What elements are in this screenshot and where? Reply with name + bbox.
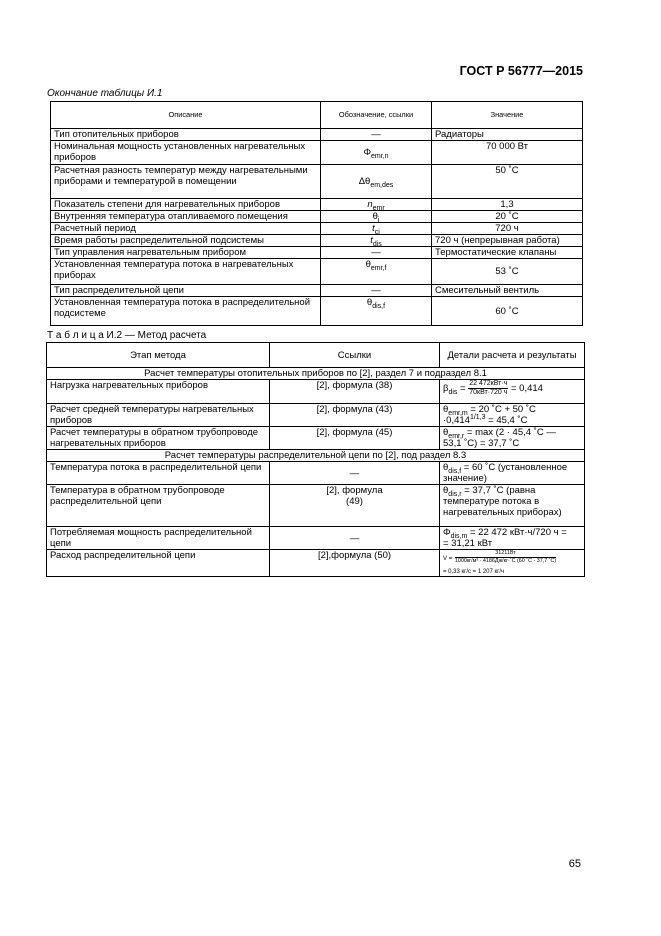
ref-cell: — bbox=[270, 527, 440, 550]
details-cell: $\theta_{emr,r} = \max (2 \cdot 45,4$ ˚С — 53,1 ˚С) = 37,7 ˚С bbox=[440, 427, 585, 450]
step-cell: Температура в обратном трубопроводе распределительной цепи bbox=[47, 485, 270, 527]
row-description: Тип отопительных приборов bbox=[51, 129, 321, 141]
load-fraction: $\frac{\text{22 472кВт·ч}}{\text{70кВт·720 ч}}$ bbox=[469, 380, 508, 396]
row-symbol: $\theta_{dis,f}$ bbox=[321, 297, 432, 326]
table-row bbox=[47, 404, 585, 427]
row-description: Расчетная разность температур между нагревательными приборами и температурой в помещении bbox=[51, 165, 321, 199]
table-row bbox=[47, 550, 585, 577]
row-symbol: — bbox=[321, 247, 432, 259]
ref-cell: [2], формула (45) bbox=[270, 427, 440, 450]
table-row bbox=[51, 129, 583, 141]
table-row bbox=[51, 285, 583, 297]
table-row bbox=[47, 380, 585, 404]
row-symbol: $\Phi_{emr,n}$ bbox=[321, 141, 432, 165]
table-row bbox=[47, 427, 585, 450]
table2-header-row bbox=[47, 343, 585, 368]
details-cell: $\beta_{dis}$ = $\frac{\text{22 472кВт·ч}}{\text{70кВт·720 ч}}$ = 0,414 bbox=[440, 380, 585, 404]
step-cell: Расход распределительной цепи bbox=[47, 550, 270, 577]
table-row bbox=[47, 485, 585, 527]
row-value: 20 ˚С bbox=[432, 211, 583, 223]
table1-caption: Окончание таблицы И.1 bbox=[47, 88, 163, 99]
row-value: 53 ˚С bbox=[432, 259, 583, 285]
ref-cell: [2], формула (38) bbox=[270, 380, 440, 404]
table-row bbox=[51, 297, 583, 326]
table-1 bbox=[50, 101, 583, 326]
table1-header-row bbox=[51, 102, 583, 129]
row-value: 720 ч bbox=[432, 223, 583, 235]
table-row bbox=[47, 462, 585, 485]
table1-header-symbol: Обозначение, ссылки bbox=[321, 102, 432, 129]
step-cell: Расчет средней температуры нагревательных приборов bbox=[47, 404, 270, 427]
row-description: Тип распределительной цепи bbox=[51, 285, 321, 297]
document-code: ГОСТ Р 56777—2015 bbox=[459, 64, 583, 78]
ref-cell: — bbox=[270, 462, 440, 485]
row-description: Расчетный период bbox=[51, 223, 321, 235]
table-row bbox=[51, 235, 583, 247]
row-description: Показатель степени для нагревательных приборов bbox=[51, 199, 321, 211]
details-cell: $\theta_{dis,r} = 37,7$ ˚С (равна температуре потока в нагревательных приборах) bbox=[440, 485, 585, 527]
table1-header-value: Значение bbox=[432, 102, 583, 129]
row-value: Термостатические клапаны bbox=[432, 247, 583, 259]
table-row bbox=[51, 165, 583, 199]
details-cell: V = $\frac{31211Вт}{\text{1000кг/м³ · 4186Дж/кг·˚С (60 ˚С - 37,7 ˚С)}}$ = 0,33 кг/с = 1 207 кг/ч bbox=[440, 550, 585, 577]
row-value: 50 ˚С bbox=[432, 165, 583, 199]
table-row bbox=[51, 141, 583, 165]
step-cell: Потребляемая мощность распределительной цепи bbox=[47, 527, 270, 550]
row-value: 1,3 bbox=[432, 199, 583, 211]
details-cell: $\theta_{dis,f} = 60$ ˚С (установленное значение) bbox=[440, 462, 585, 485]
row-value: Смесительный вентиль bbox=[432, 285, 583, 297]
table-row bbox=[51, 199, 583, 211]
table-row bbox=[51, 223, 583, 235]
table-row bbox=[51, 259, 583, 285]
row-value: 60 ˚С bbox=[432, 297, 583, 326]
table1-header-description: Описание bbox=[51, 102, 321, 129]
row-value: 720 ч (непрерывная работа) bbox=[432, 235, 583, 247]
row-symbol: $\theta_{emr,f}$ bbox=[321, 259, 432, 285]
table2-header-refs: Ссылки bbox=[270, 343, 440, 368]
row-description: Установленная температура потока в нагревательных приборах bbox=[51, 259, 321, 285]
table-row bbox=[51, 247, 583, 259]
row-symbol: — bbox=[321, 285, 432, 297]
section-heading: Расчет температуры отопительных приборов по [2], раздел 7 и подраздел 8.1 bbox=[47, 368, 585, 380]
details-cell: $\Phi_{dis,m} = 22$ 472 кВт·ч/720 ч = = 31,21 кВт bbox=[440, 527, 585, 550]
table2-caption: Т а б л и ц а И.2 — Метод расчета bbox=[47, 330, 207, 341]
section-row bbox=[47, 450, 585, 462]
table-row bbox=[51, 211, 583, 223]
row-description: Номинальная мощность установленных нагревательных приборов bbox=[51, 141, 321, 165]
details-cell: $\theta_{emr,m} = 20$ ˚С + 50 ˚С $\cdot 0,414^{1/1,3} = 45,4$ ˚С bbox=[440, 404, 585, 427]
row-description: Внутренняя температура отапливаемого помещения bbox=[51, 211, 321, 223]
ref-cell: [2], формула (43) bbox=[270, 404, 440, 427]
row-description: Тип управления нагревательным прибором bbox=[51, 247, 321, 259]
step-cell: Нагрузка нагревательных приборов bbox=[47, 380, 270, 404]
row-description: Установленная температура потока в распределительной подсистеме bbox=[51, 297, 321, 326]
table2-header-step: Этап метода bbox=[47, 343, 270, 368]
table-row bbox=[47, 527, 585, 550]
row-symbol: $t_{dis}$ bbox=[321, 235, 432, 247]
step-cell: Температура потока в распределительной цепи bbox=[47, 462, 270, 485]
ref-cell: [2],формула (50) bbox=[270, 550, 440, 577]
row-value: Радиаторы bbox=[432, 129, 583, 141]
table-2 bbox=[46, 342, 585, 577]
row-symbol: $n_{emr}$ bbox=[321, 199, 432, 211]
row-symbol: — bbox=[321, 129, 432, 141]
section-row bbox=[47, 368, 585, 380]
table2-header-details: Детали расчета и результаты bbox=[440, 343, 585, 368]
row-description: Время работы распределительной подсистемы bbox=[51, 235, 321, 247]
step-cell: Расчет температуры в обратном трубопроводе нагревательных приборов bbox=[47, 427, 270, 450]
ref-cell: [2], формула (49) bbox=[270, 485, 440, 527]
section-heading: Расчет температуры распределительной цепи по [2], под раздел 8.3 bbox=[47, 450, 585, 462]
flow-fraction: $\frac{31211Вт}{\text{1000кг/м³ · 4186Дж/кг·˚С (60 ˚С - 37,7 ˚С)}}$ bbox=[454, 550, 557, 564]
row-symbol: $\theta_i$ bbox=[321, 211, 432, 223]
row-symbol: $\Delta\theta_{em,des}$ bbox=[321, 165, 432, 199]
row-symbol: $t_{ci}$ bbox=[321, 223, 432, 235]
row-value: 70 000 Вт bbox=[432, 141, 583, 165]
page-number: 65 bbox=[568, 858, 581, 870]
